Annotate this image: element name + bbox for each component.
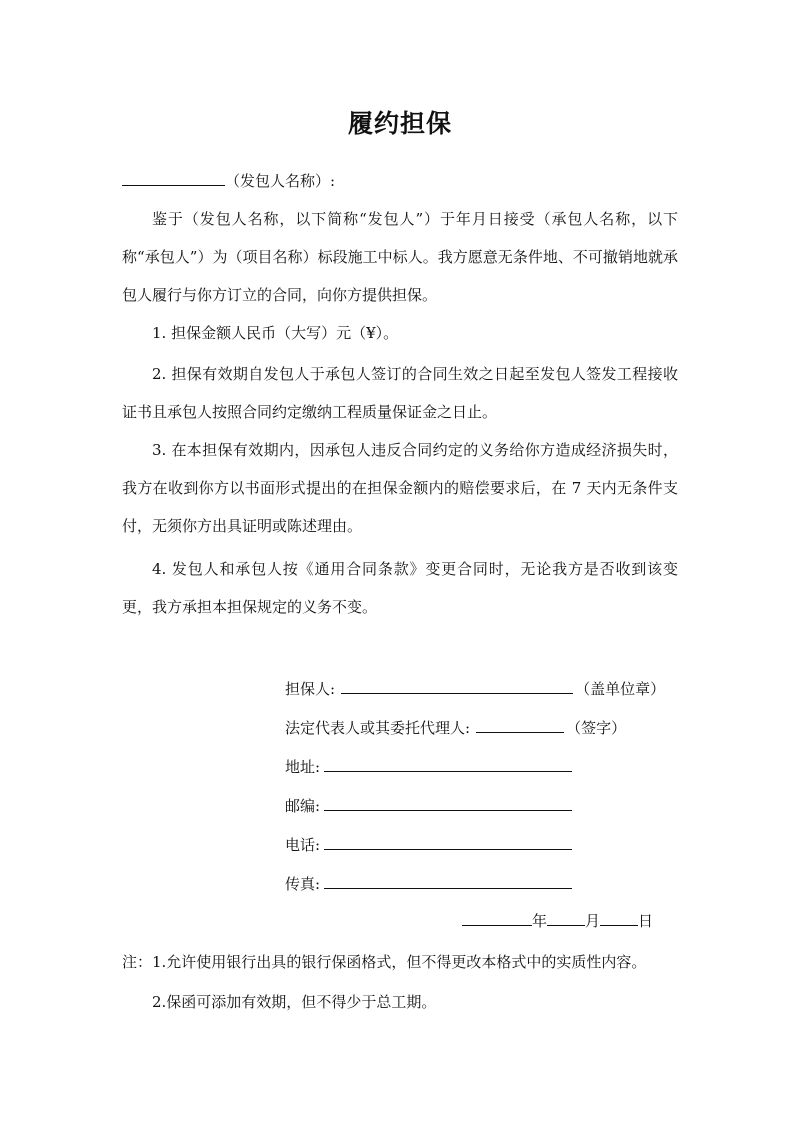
representative-row (285, 715, 626, 739)
day-label: 日 (638, 912, 654, 930)
paragraph-item-2: 2. 担保有效期自发包人于承包人签订的合同生效之日起至发包人签发工程接收证书且承包人按照合同约定缴纳工程质量保证金之日止。 (122, 365, 678, 421)
phone-row (285, 832, 574, 856)
postcode-row (285, 793, 574, 817)
guarantor-blank[interactable] (341, 676, 573, 694)
year-blank[interactable] (462, 908, 532, 926)
guarantor-suffix: （盖单位章） (575, 680, 666, 698)
postcode-blank[interactable] (324, 793, 572, 811)
note-1: 注：1.允许使用银行出具的银行保函格式，但不得更改本格式中的实质性内容。 (122, 953, 647, 971)
addressee-line (122, 162, 335, 200)
representative-suffix: （签字） (566, 719, 627, 737)
postcode-label: 邮编: (285, 797, 321, 815)
address-blank[interactable] (324, 754, 572, 772)
address-row (285, 754, 574, 778)
month-label: 月 (585, 912, 601, 930)
paragraph-item-3: 3. 在本担保有效期内，因承包人违反合同约定的义务给你方造成经济损失时，我方在收到你方以书面形式提出的在担保金额内的赔偿要求后，在 7 天内无条件支付，无须你方出具证明或陈述理由。 (122, 441, 678, 535)
addressee-suffix: （发包人名称）: (225, 172, 336, 190)
fax-row (285, 871, 574, 895)
address-label: 地址: (285, 758, 321, 776)
phone-blank[interactable] (324, 832, 572, 850)
fax-label: 传真: (285, 875, 321, 893)
guarantor-label: 担保人: (285, 680, 336, 698)
month-blank[interactable] (547, 908, 585, 926)
representative-blank[interactable] (476, 715, 564, 733)
representative-label: 法定代表人或其委托代理人: (285, 719, 471, 737)
phone-label: 电话: (285, 836, 321, 854)
fax-blank[interactable] (324, 871, 572, 889)
guarantor-row (285, 676, 665, 700)
year-label: 年 (532, 912, 548, 930)
note-2: 2.保函可添加有效期，但不得少于总工期。 (152, 993, 437, 1011)
paragraph-item-4: 4. 发包人和承包人按《通用合同条款》变更合同时，无论我方是否收到该变更，我方承担本担保规定的义务不变。 (122, 560, 678, 616)
date-row (462, 908, 653, 933)
paragraph-item-1: 1. 担保金额人民币（大写）元（¥）。 (152, 324, 399, 342)
document-title: 履约担保 (347, 109, 452, 138)
paragraph-intro: 鉴于（发包人名称，以下简称“发包人”）于年月日接受（承包人名称，以下称“承包人”）为（项目名称）标段施工中标人。我方愿意无条件地、不可撤销地就承包人履行与你方订立的合同，向你方提供担保。 (122, 210, 678, 304)
day-blank[interactable] (600, 908, 638, 926)
addressee-blank[interactable] (122, 165, 225, 186)
